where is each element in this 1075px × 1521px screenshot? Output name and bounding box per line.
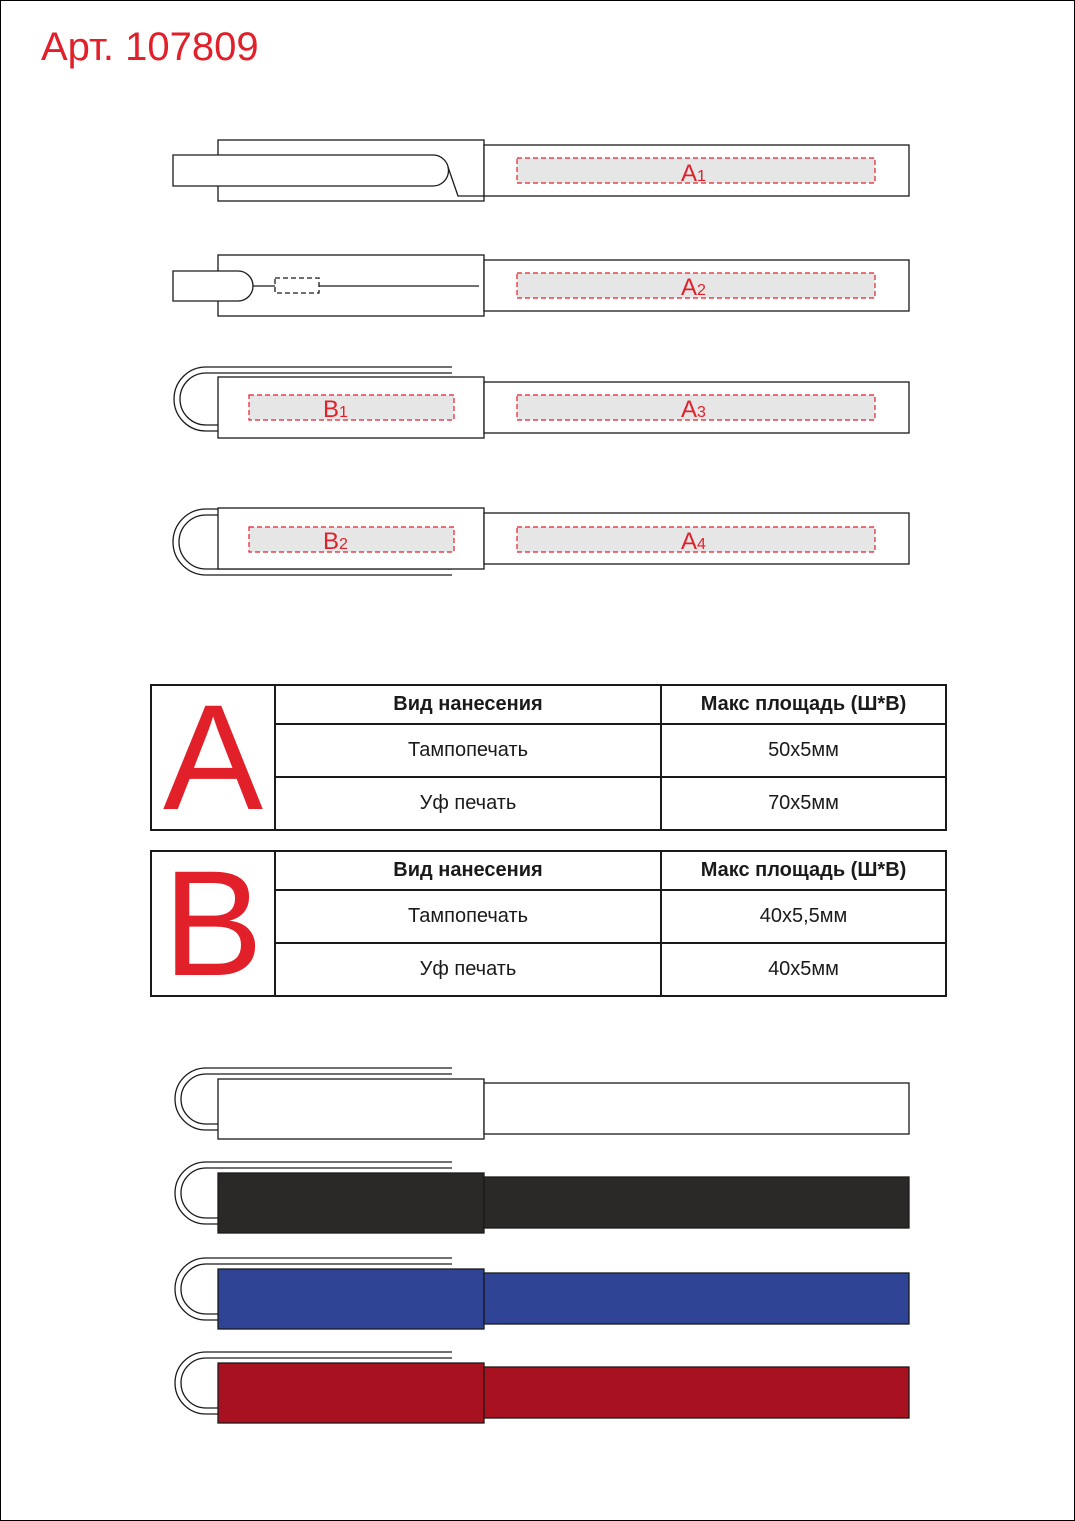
drive-body-black [218, 1173, 484, 1233]
table-b-letter: B [152, 852, 276, 995]
product-drawings [1, 121, 1075, 721]
drive-body-red [218, 1363, 484, 1423]
table-a-letter: A [152, 686, 276, 829]
cell-method: Уф печать [276, 778, 662, 829]
cell-area: 40х5,5мм [759, 905, 848, 927]
drive-cap-white [484, 1083, 909, 1134]
cell-method: Тампопечать [276, 725, 662, 776]
table-row [276, 891, 945, 944]
drive-cap-blue [484, 1273, 909, 1324]
variant-red [175, 1352, 909, 1423]
table-a-header [276, 686, 945, 725]
spec-table-a [150, 673, 947, 841]
header-area: Макс площадь (Ш*В) [700, 859, 907, 881]
header-method: Вид нанесения [276, 852, 662, 889]
header-method: Вид нанесения [276, 686, 662, 723]
table-row [276, 725, 945, 778]
table-b-header [276, 852, 945, 891]
table-row [276, 944, 945, 995]
drive-cap-red [484, 1367, 909, 1418]
drive-body-white [218, 1079, 484, 1139]
zone-b2 [249, 527, 454, 552]
color-variants [1, 1061, 1075, 1481]
variant-white [175, 1068, 909, 1139]
cell-area: 70х5мм [768, 792, 839, 814]
drive-cap-black [484, 1177, 909, 1228]
cell-method: Уф печать [276, 944, 662, 995]
variant-blue [175, 1258, 909, 1329]
cell-method: Тампопечать [276, 891, 662, 942]
cell-area: 50х5мм [768, 739, 839, 761]
drive-body-blue [218, 1269, 484, 1329]
spec-table-b [150, 839, 947, 1007]
table-row [276, 778, 945, 829]
zone-a4-label: A4 [681, 528, 706, 555]
zone-b1 [249, 395, 454, 420]
header-area: Макс площадь (Ш*В) [700, 693, 907, 715]
zone-b2-label: B2 [323, 528, 348, 555]
zone-a1-label: A1 [681, 160, 706, 187]
zone-a3-label: A3 [681, 396, 706, 423]
zone-a2-label: A2 [681, 274, 706, 301]
article-title: Арт. 107809 [41, 25, 259, 69]
zone-b1-label: B1 [323, 396, 348, 423]
variant-black [175, 1162, 909, 1233]
cell-area: 40х5мм [768, 958, 839, 980]
